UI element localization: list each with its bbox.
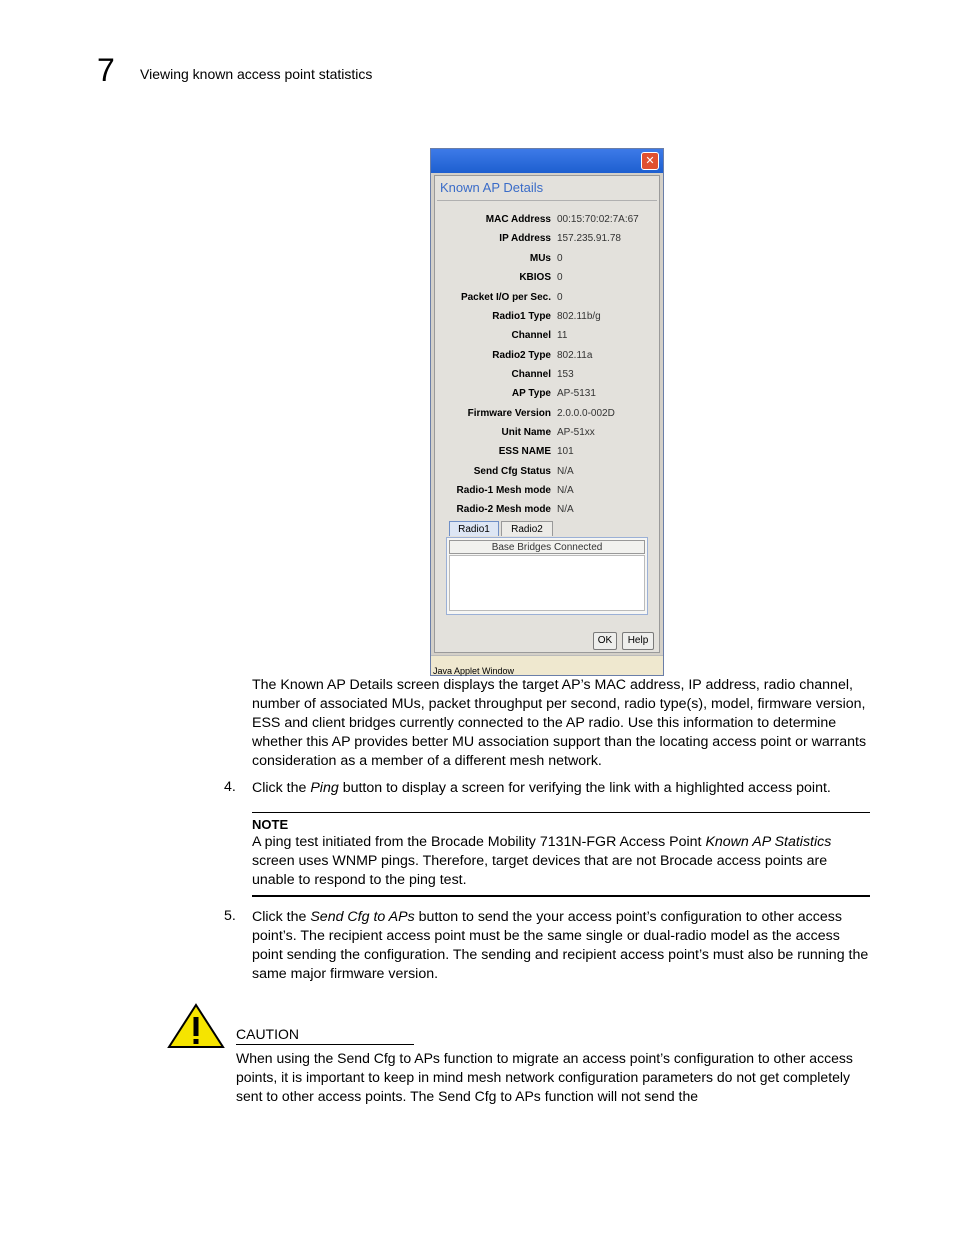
note-bottom-rule xyxy=(252,895,870,897)
note-post: screen uses WNMP pings. Therefore, target devices that are not Brocade access points are unable to respond to the ping test. xyxy=(252,853,828,888)
row-label: ESS NAME xyxy=(498,446,551,457)
detail-row xyxy=(435,231,661,247)
step-5-number: 5. xyxy=(224,908,236,924)
step-4-pre: Click the xyxy=(252,780,311,796)
send-cfg-term: Send Cfg to APs xyxy=(310,909,415,925)
heading-divider xyxy=(437,200,657,201)
row-label: IP Address xyxy=(499,233,551,244)
note-text xyxy=(252,833,864,890)
row-label: MUs xyxy=(529,253,551,264)
step-5-pre: Click the xyxy=(252,909,311,925)
base-bridges-list[interactable] xyxy=(449,555,645,611)
detail-row xyxy=(435,348,661,364)
detail-row xyxy=(435,464,661,480)
detail-row xyxy=(435,502,661,518)
chapter-number: 7 xyxy=(97,52,115,88)
dialog-heading: Known AP Details xyxy=(440,180,544,195)
row-value: N/A xyxy=(557,504,574,515)
row-label: Channel xyxy=(511,369,551,380)
row-label: Radio2 Type xyxy=(492,350,551,361)
base-bridges-column-header[interactable]: Base Bridges Connected xyxy=(449,540,645,554)
note-pre: A ping test initiated from the Brocade Mobility 7131N-FGR Access Point xyxy=(252,834,706,850)
row-label: Radio1 Type xyxy=(492,311,551,322)
row-value: 0 xyxy=(557,272,563,283)
row-label: Radio-1 Mesh mode xyxy=(456,485,551,496)
row-value: 11 xyxy=(557,330,568,341)
row-value: 802.11b/g xyxy=(557,311,601,322)
detail-row xyxy=(435,270,661,286)
row-value: 2.0.0.0-002D xyxy=(557,408,615,419)
dialog-content xyxy=(434,175,660,653)
ping-term: Ping xyxy=(310,780,339,796)
caution-label: CAUTION xyxy=(236,1026,299,1042)
row-value: 00:15:70:02:7A:67 xyxy=(557,214,639,225)
base-bridges-panel xyxy=(446,537,648,615)
detail-row xyxy=(435,309,661,325)
caution-rule xyxy=(236,1044,414,1045)
detail-row xyxy=(435,483,661,499)
note-label: NOTE xyxy=(252,817,289,832)
step-5-text xyxy=(252,908,872,984)
caution-text: When using the Send Cfg to APs function to migrate an access point’s configuration to other access points, it is important to keep in mind mesh network configuration parameters do not get completely sent to other access points. The Send Cfg to APs function will not send the xyxy=(236,1050,853,1104)
row-label: Send Cfg Status xyxy=(473,466,551,477)
row-label: MAC Address xyxy=(485,214,551,225)
known-ap-statistics-term: Known AP Statistics xyxy=(705,834,832,850)
row-label: Unit Name xyxy=(501,427,551,438)
detail-row xyxy=(435,406,661,422)
detail-row xyxy=(435,251,661,267)
row-value: N/A xyxy=(557,466,574,477)
known-ap-details-dialog xyxy=(430,148,664,676)
row-label: Radio-2 Mesh mode xyxy=(456,504,551,515)
caution-icon xyxy=(167,1003,225,1049)
detail-row xyxy=(435,444,661,460)
row-value: 802.11a xyxy=(557,350,593,361)
applet-window-footer: Java Applet Window xyxy=(431,655,663,675)
intro-paragraph: The Known AP Details screen displays the target AP’s MAC address, IP address, radio channel, number of associated MUs, packet throughput per second, radio type(s), model, firmware version, ESS and client bridges currently connected to the AP radio. Use this information to determine whether this AP provides better MU association support than the locating access point or warrants consideration as a member of a different mesh network. xyxy=(252,677,867,769)
row-value: AP-5131 xyxy=(557,388,596,399)
row-value: 101 xyxy=(557,446,574,457)
detail-row xyxy=(435,367,661,383)
step-5-post: button to send the your access point’s configuration to other access point’s. The recipient access point must be the same single or dual-radio model as the access point sending the configuration. The sending and recipient access point’s must also be running the same major firmware version. xyxy=(252,909,869,982)
tab-radio1[interactable]: Radio1 xyxy=(449,521,499,536)
note-top-rule xyxy=(252,812,870,813)
step-4-number: 4. xyxy=(224,779,236,795)
detail-row xyxy=(435,212,661,228)
row-value: N/A xyxy=(557,485,574,496)
row-value: 157.235.91.78 xyxy=(557,233,621,244)
detail-row xyxy=(435,290,661,306)
step-4-text xyxy=(252,779,872,798)
tab-radio2[interactable]: Radio2 xyxy=(501,521,553,536)
row-label: KBIOS xyxy=(519,272,551,283)
row-label: AP Type xyxy=(511,388,551,399)
row-value: 0 xyxy=(557,253,563,264)
row-label: Packet I/O per Sec. xyxy=(460,292,551,303)
close-icon[interactable]: ✕ xyxy=(641,152,659,170)
detail-row xyxy=(435,425,661,441)
help-button[interactable]: Help xyxy=(622,632,654,650)
ok-button[interactable]: OK xyxy=(593,632,617,650)
detail-row xyxy=(435,328,661,344)
chapter-title: Viewing known access point statistics xyxy=(140,66,373,82)
row-label: Channel xyxy=(511,330,551,341)
step-4-post: button to display a screen for verifying the link with a highlighted access point. xyxy=(338,780,831,796)
dialog-title-bar xyxy=(431,149,663,173)
row-value: 0 xyxy=(557,292,563,303)
row-value: AP-51xx xyxy=(557,427,595,438)
row-label: Firmware Version xyxy=(467,408,551,419)
detail-row xyxy=(435,386,661,402)
row-value: 153 xyxy=(557,369,574,380)
